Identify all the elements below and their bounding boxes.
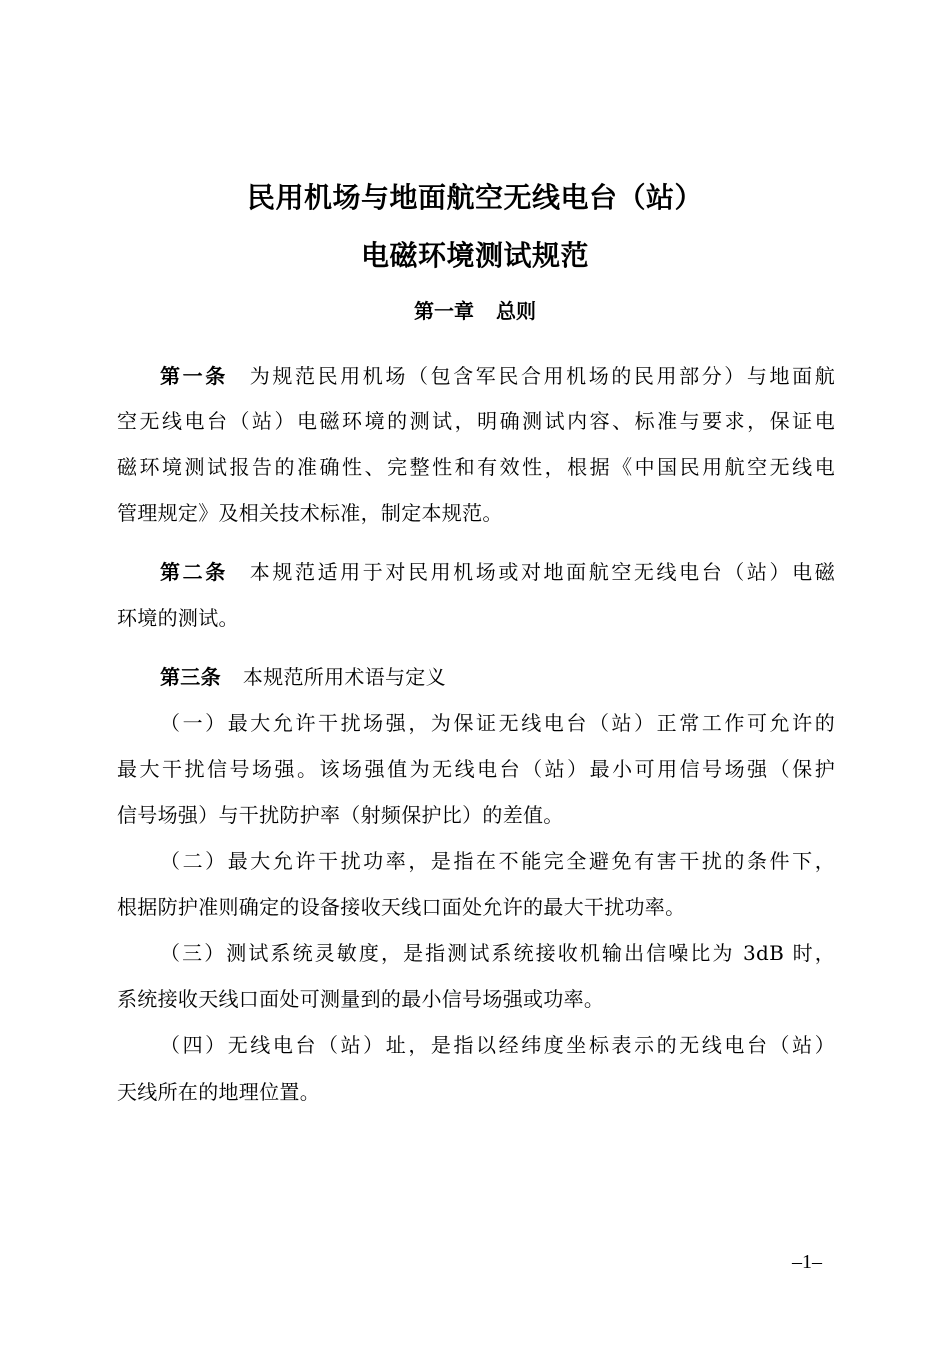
chapter-title: 总则 xyxy=(496,299,536,323)
article-2-label: 第二条 xyxy=(160,560,228,584)
page-number: –1– xyxy=(792,1251,822,1273)
article-3-label: 第三条 xyxy=(160,665,221,689)
article-1-line-4: 管理规定》及相关技术标准，制定本规范。 xyxy=(117,501,503,525)
article-1-line-1 xyxy=(160,361,835,391)
article-2-line-1 xyxy=(160,557,835,587)
definition-3-line-1: （三）测试系统灵敏度，是指测试系统接收机输出信噪比为 3dB 时， xyxy=(160,941,835,965)
definition-4-line-1: （四）无线电台（站）址，是指以经纬度坐标表示的无线电台（站） xyxy=(160,1033,835,1057)
article-1-label: 第一条 xyxy=(160,364,228,388)
document-title-line-1: 民用机场与地面航空无线电台（站） xyxy=(246,181,703,214)
document-title-line-2: 电磁环境测试规范 xyxy=(360,239,589,272)
article-1-text-1: 为规范民用机场（包含军民合用机场的民用部分）与地面航 xyxy=(249,364,835,388)
definition-4-line-2: 天线所在的地理位置。 xyxy=(117,1080,320,1104)
definition-1-line-2: 最大干扰信号场强。该场强值为无线电台（站）最小可用信号场强（保护 xyxy=(117,757,835,781)
definition-2-line-1: （二）最大允许干扰功率，是指在不能完全避免有害干扰的条件下， xyxy=(160,849,835,873)
definition-3-line-2: 系统接收天线口面处可测量到的最小信号场强或功率。 xyxy=(117,987,605,1011)
article-3-text-1: 本规范所用术语与定义 xyxy=(242,665,446,689)
definition-1-line-3: 信号场强）与干扰防护率（射频保护比）的差值。 xyxy=(117,803,564,827)
chapter-heading xyxy=(0,296,950,326)
definition-2-line-2: 根据防护准则确定的设备接收天线口面处允许的最大干扰功率。 xyxy=(117,895,686,919)
article-1-line-3: 磁环境测试报告的准确性、完整性和有效性，根据《中国民用航空无线电 xyxy=(117,455,835,479)
article-1-line-2: 空无线电台（站）电磁环境的测试，明确测试内容、标准与要求，保证电 xyxy=(117,409,835,433)
definition-1-line-1: （一）最大允许干扰场强，为保证无线电台（站）正常工作可允许的 xyxy=(160,711,835,735)
chapter-number: 第一章 xyxy=(414,299,474,323)
article-3-line-1 xyxy=(160,662,835,692)
article-2-line-2: 环境的测试。 xyxy=(117,606,239,630)
article-2-text-1: 本规范适用于对民用机场或对地面航空无线电台（站）电磁 xyxy=(249,560,835,584)
